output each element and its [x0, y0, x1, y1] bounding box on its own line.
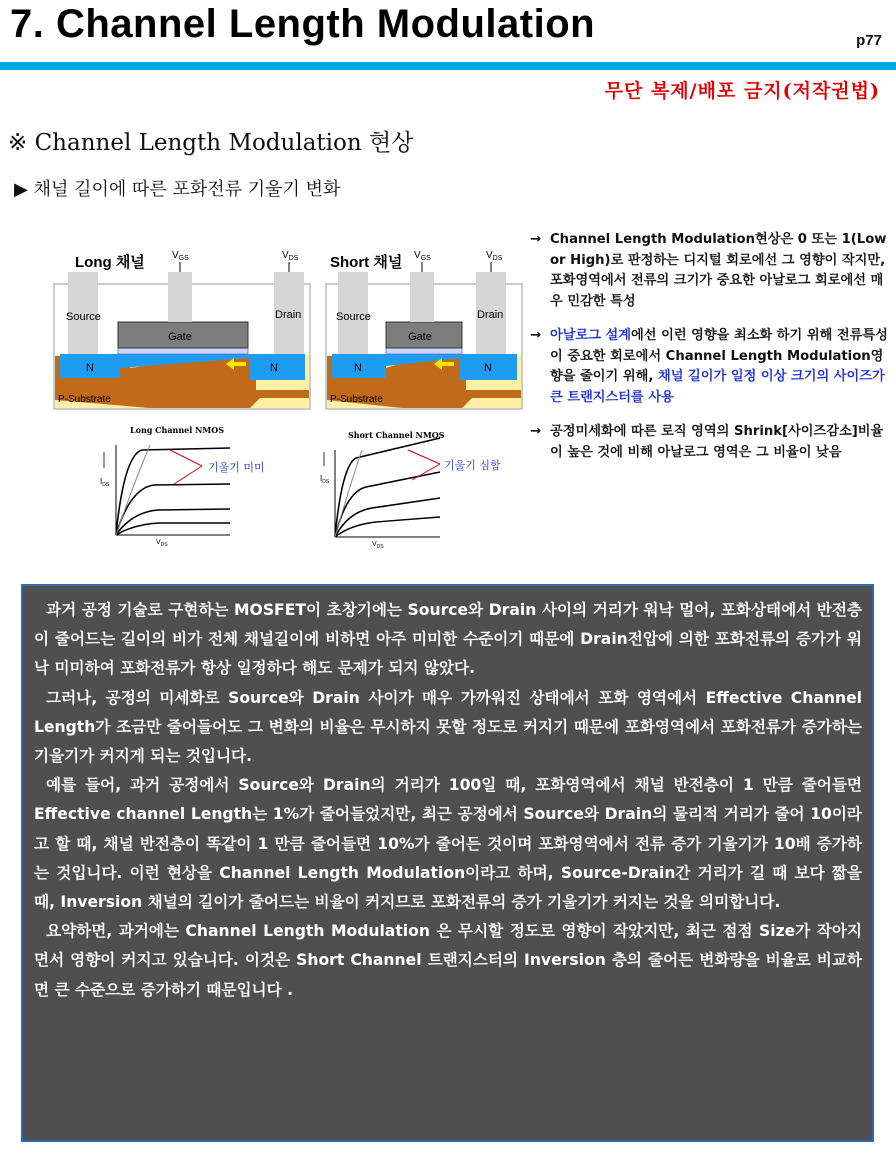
note-text: [550, 326, 890, 408]
long-gate-label: Gate: [168, 331, 192, 343]
short-substrate-label: P-Substrate: [330, 394, 383, 405]
note-highlight-analog-design: 아날로그 설계: [550, 328, 632, 343]
short-graph-ylabel: $I_{DS}$: [320, 474, 330, 485]
short-vgs-label: $V_{GS}$: [414, 250, 431, 262]
short-curve-3: [335, 498, 440, 537]
short-vds-label: $V_{DS}$: [486, 250, 503, 262]
short-graph-title: Short Channel NMOS: [348, 430, 445, 440]
long-graph-xlabel: $V_{DS}$: [156, 539, 168, 548]
short-channel-title: Short 채널: [330, 254, 403, 271]
note-shrink-ratio: [530, 422, 890, 463]
short-gate-label: Gate: [408, 331, 432, 343]
short-graph-xlabel: $V_{DS}$: [372, 541, 384, 550]
long-gate-oxide: [118, 348, 248, 354]
long-graph-annotation: 기울기 미미: [208, 461, 265, 474]
long-graph-title: Long Channel NMOS: [130, 425, 224, 435]
short-saturation-line: [335, 450, 362, 537]
note-text: 공정미세화에 따른 로직 영역의 Shrink[사이즈감소]비율이 높은 것에 비해 아날로그 영역은 그 비율이 낮음: [550, 424, 884, 460]
note-arrow-icon: →: [530, 328, 542, 343]
short-curve-1: [335, 438, 440, 537]
short-gate-oxide: [386, 348, 462, 354]
short-source-label: Source: [336, 311, 371, 323]
short-annotation-pointer-2: [412, 464, 440, 480]
long-curve-3: [116, 509, 230, 535]
long-vds-label: $V_{DS}$: [282, 250, 299, 262]
long-curve-4: [116, 523, 230, 535]
long-graph-ylabel: $I_{DS}$: [100, 477, 110, 488]
long-channel-title: Long 채널: [75, 254, 145, 271]
long-gate-contact: [168, 272, 192, 322]
short-channel-graph: [320, 430, 501, 550]
long-drain-label: Drain: [275, 309, 302, 321]
short-curve-2: [335, 472, 440, 537]
long-vgs-label: $V_{GS}$: [172, 250, 189, 262]
note-arrow-icon: →: [530, 232, 542, 247]
section-heading: ※ Channel Length Modulation 현상: [8, 130, 414, 156]
long-annotation-pointer-2: [174, 466, 202, 484]
explanation-paragraph-3: 예를 들어, 과거 공정에서 Source와 Drain의 거리가 100일 때, 포화영역에서 채널 반전층이 1 만큼 줄어들면 Effective channel Length는 1%가 줄어들었지만, 최근 공정에서 Source와 Drain의 물리적 거리가 줄어 10이라고 할 때, 채널 반전층이 똑같이 1 만큼 줄어들면 10%가 줄어든 것이며 포화영역에서 전류 증가 기울기가 10배 증가하는 것입니다. 이런 현상을 Channel Length Modulation이라고 하며, Source-Drain간 거리가 길 때 보다 짧을 때, Inversion 채널의 길이가 줄어드는 비율이 커지므로 포화전류의 증가 기울기가 커지는 것을 의미합니다.: [34, 776, 862, 912]
short-curve-4: [335, 517, 440, 537]
long-substrate-label: P-Substrate: [58, 394, 111, 405]
short-n-right-label: N: [484, 362, 492, 374]
short-channel-device: [326, 250, 522, 409]
long-n-left-label: N: [86, 362, 94, 374]
long-channel-graph: [100, 425, 265, 548]
note-arrow-icon: →: [530, 424, 542, 439]
page-title: 7. Channel Length Modulation: [10, 2, 596, 46]
sub-heading: ▶ 채널 길이에 따른 포화전류 기울기 변화: [14, 179, 341, 200]
note-text: Channel Length Modulation현상은 0 또는 1(Low or High)로 판정하는 디지털 회로에선 그 영향이 작지만, 포화영역에서 전류의 크기가 중요한 아날로그 회로에선 매우 민감한 특성: [550, 232, 887, 309]
note-body: 에선 이런 영향을 최소화 하기 위해 전류특성이 중요한 회로에서 Channel Length Modulation영향을 줄이기 위해,: [550, 328, 888, 384]
short-drain-label: Drain: [477, 309, 504, 321]
explanation-paragraph-1: 과거 공정 기술로 구현하는 MOSFET이 초창기에는 Source와 Drain 사이의 거리가 워낙 멀어, 포화상태에서 반전층이 줄어드는 길이의 비가 전체 채널길이에 비하면 아주 미미한 수준이기 때문에 Drain전압에 의한 포화전류의 증가가 워낙 미미하여 포화전류가 항상 일정하다 해도 문제가 되지 않았다.: [34, 601, 862, 678]
explanation-paragraph-2: 그러나, 공정의 미세화로 Source와 Drain 사이가 매우 가까워진 상태에서 포화 영역에서 Effective Channel Length가 조금만 줄어들어도 그 변화의 비율은 무시하지 못할 정도로 커지기 때문에 포화영역에서 포화전류가 증가하는 기울기가 커지게 되는 것입니다.: [34, 688, 862, 766]
explanation-paragraph-4: 요약하면, 과거에는 Channel Length Modulation 은 무시할 정도로 영향이 작았지만, 최근 점점 Size가 작아지면서 영향이 커지고 있습니다. 이것은 Short Channel 트랜지스터의 Inversion 층의 줄어든 변화량을 비율로 비교하면 큰 수준으로 증가하기 때문입니다 .: [34, 922, 862, 999]
page-number: p77: [856, 32, 882, 49]
long-channel-device: [54, 250, 310, 409]
explanation-panel: [21, 584, 874, 1142]
note-analog-design: [530, 326, 890, 408]
note-digital-vs-analog: [530, 230, 890, 312]
note-highlight-large-transistor: 채널 길이가 일정 이상 크기의 사이즈가 큰 트랜지스터를 사용: [550, 369, 885, 405]
title-underline: [0, 62, 896, 70]
short-annotation-pointer-1: [408, 450, 440, 464]
channel-length-diagram: [50, 240, 530, 555]
long-source-label: Source: [66, 311, 101, 323]
long-n-right-label: N: [270, 362, 278, 374]
short-gate-contact: [410, 272, 434, 322]
copyright-notice: 무단 복제/배포 금지(저작권법): [604, 80, 880, 102]
side-notes: [530, 230, 890, 477]
short-graph-annotation: 기울기 심함: [444, 459, 501, 472]
short-n-left-label: N: [354, 362, 362, 374]
long-annotation-pointer-1: [170, 450, 202, 466]
